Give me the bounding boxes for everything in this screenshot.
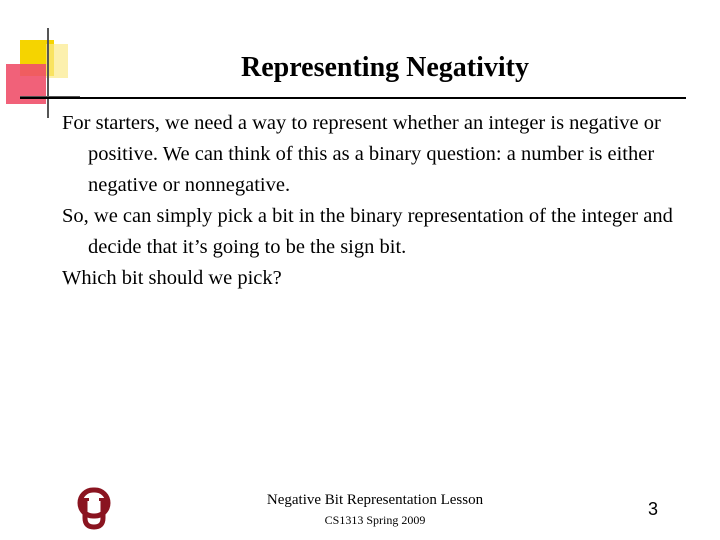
ou-logo-icon [76, 486, 112, 530]
slide-title: Representing Negativity [241, 52, 529, 83]
corner-decoration [0, 0, 80, 120]
footer-lesson-title: Negative Bit Representation Lesson [266, 492, 484, 508]
slide-body [62, 108, 682, 294]
body-paragraph-2: So, we can simply pick a bit in the binary representation of the integer and decide that it’s going to be the sign bit. [62, 205, 673, 258]
footer-course-term: CS1313 Spring 2009 [324, 513, 426, 527]
slide-number: 3 [647, 499, 658, 519]
title-divider [20, 97, 686, 99]
body-paragraph-3: Which bit should we pick? [62, 267, 282, 289]
corner-light-square [46, 44, 68, 78]
slide-footer [230, 490, 520, 528]
body-paragraph-1: For starters, we need a way to represent whether an integer is negative or positive. We can think of this as a binary question: a number is either negative or nonnegative. [62, 112, 661, 196]
